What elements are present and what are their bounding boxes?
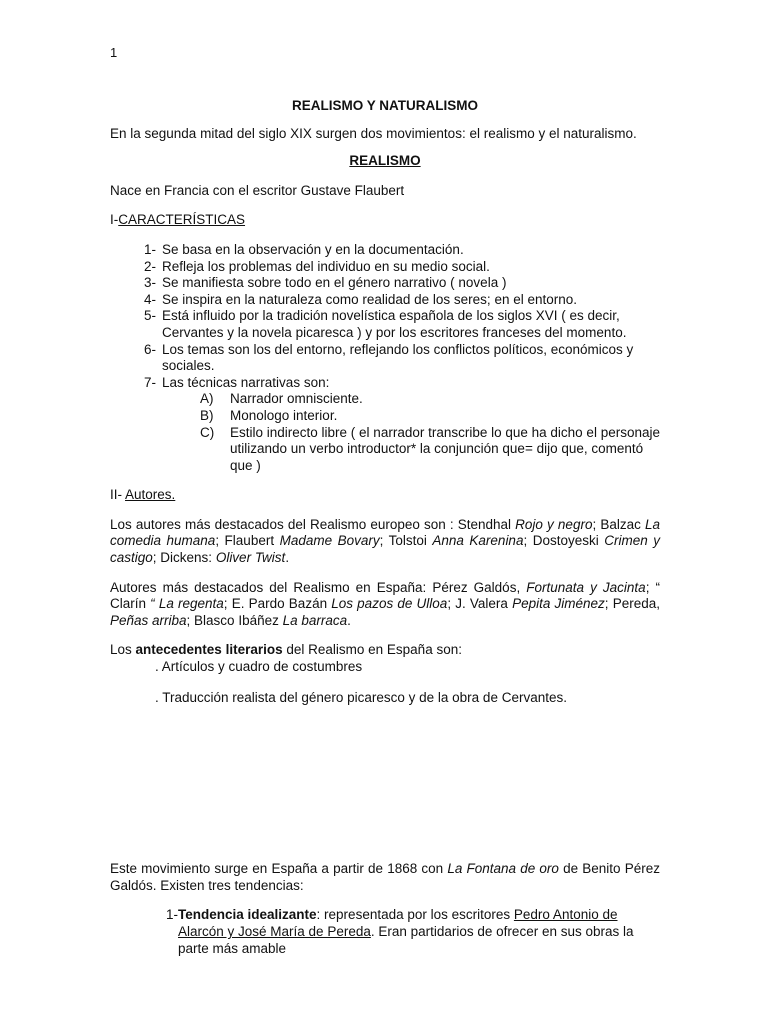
movement-paragraph: Este movimiento surge en España a partir de 1868 con La Fontana de oro de Benito Pérez Galdós. Existen tres tendencias: (110, 861, 660, 893)
origin-paragraph: Nace en Francia con el escritor Gustave Flaubert (110, 182, 405, 198)
list-item: 1- Tendencia idealizante: representada por los escritores Pedro Antonio de Alarcón y José María de Pereda. Eran partidarios de ofrecer en sus obras la parte más amable (165, 907, 634, 956)
antecedent-item: . Artículos y cuadro de costumbres (155, 659, 363, 675)
list-item: A) Narrador omnisciente. (200, 391, 363, 407)
list-item: B) Monologo interior. (200, 407, 338, 423)
list-item: 4- Se inspira en la naturaleza como realidad de los seres; en el entorno. (143, 291, 577, 307)
tendencies-list (110, 907, 660, 957)
list-item: 7- Las técnicas narrativas son: (143, 374, 330, 390)
intro-paragraph: En la segunda mitad del siglo XIX surgen dos movimientos: el realismo y el naturalismo. (110, 125, 637, 141)
document-body (110, 98, 660, 957)
spanish-authors-paragraph: Autores más destacados del Realismo en España: Pérez Galdós, Fortunata y Jacinta; “ Clarín “ La regenta; E. Pardo Bazán Los pazos de Ulloa; J. Valera Pepita Jiménez; Pereda, Peñas arriba; Blasco Ibáñez La barraca. (110, 579, 661, 628)
page-number: 1 (110, 45, 118, 60)
list-item: 2- Refleja los problemas del individuo en su medio social. (143, 258, 490, 274)
section-heading: REALISMO (349, 153, 421, 169)
antecedent-item: . Traducción realista del género picaresco y de la obra de Cervantes. (155, 689, 567, 705)
characteristics-heading: I-CARACTERÍSTICAS (110, 212, 246, 228)
antecedents-paragraph: Los antecedentes literarios del Realismo en España son: (110, 642, 462, 658)
techniques-list (110, 391, 660, 474)
list-item: 1- Se basa en la observación y en la documentación. (143, 241, 464, 257)
authors-heading: II- Autores. (110, 487, 176, 503)
document-title: REALISMO Y NATURALISMO (291, 98, 478, 113)
blank-space (110, 706, 660, 856)
list-item: 5- Está influido por la tradición novelística española de los siglos XVI ( es decir, Cervantes y la novela picaresca ) y por los escritores franceses del momento. (143, 308, 627, 340)
list-item: 3- Se manifiesta sobre todo en el género narrativo ( novela ) (143, 275, 507, 291)
characteristics-list (110, 242, 660, 474)
european-authors-paragraph: Los autores más destacados del Realismo europeo son : Stendhal Rojo y negro; Balzac La comedia humana; Flaubert Madame Bovary; Tolstoi Anna Karenina; Dostoyeski Crimen y castigo; Dickens: Oliver Twist. (110, 516, 660, 566)
list-item: 6- Los temas son los del entorno, reflejando los conflictos políticos, económicos y sociales. (143, 341, 634, 374)
list-item: C) Estilo indirecto libre ( el narrador transcribe lo que ha dicho el personaje utilizando un verbo introductor* la conjunción que= dijo que, comentó que ) (200, 424, 660, 473)
